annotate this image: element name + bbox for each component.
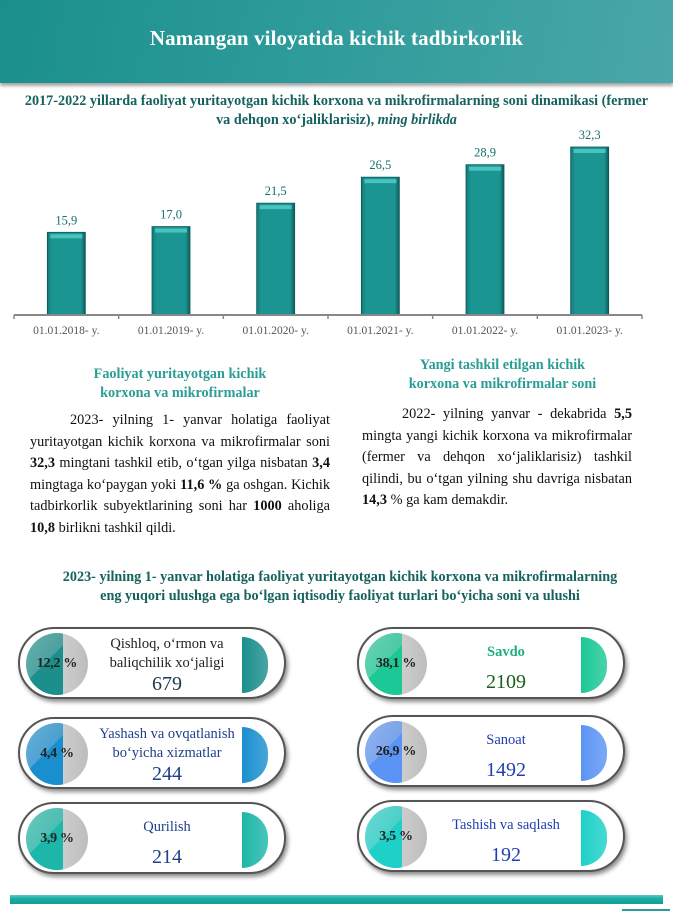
data-label: 21,5 [264, 184, 287, 199]
share-pie [26, 723, 88, 785]
share-pie [365, 806, 427, 868]
sector-label-line1: Yashash va ovqatlanish [99, 726, 235, 742]
sector-label-line1: Savdo [487, 644, 525, 660]
highlight-value: 1000 [253, 498, 282, 515]
bar [257, 203, 295, 315]
sectors-title [20, 568, 660, 606]
sector-label [431, 643, 581, 662]
sectors-title-line2: eng yuqori ulushga ega bo‘lgan iqtisodiy faoliyat turlari bo‘yicha soni va ulushi [100, 588, 580, 604]
sector-label [92, 818, 242, 837]
sector-count: 192 [491, 844, 521, 866]
sector-label [92, 635, 242, 673]
chart-title-unit: ming birlikda [377, 112, 457, 128]
highlight-value: 3,4 [312, 455, 330, 472]
share-pie [365, 633, 427, 695]
half-circle-decoration [581, 637, 607, 693]
sector-count: 244 [152, 763, 182, 785]
bar [571, 147, 609, 315]
highlight-value: 11,6 % [180, 476, 223, 493]
x-tick-label: 01.01.2021- y. [347, 325, 414, 337]
share-pie [26, 808, 88, 870]
right-section-title-line1: Yangi tashkil etilgan kichik [419, 357, 586, 373]
text: mingtani tashkil etib, o‘tgan yilga nisbatan [55, 455, 313, 472]
sector-count: 214 [152, 846, 182, 868]
bar-highlight [260, 205, 292, 209]
bar [47, 232, 85, 315]
bar [361, 177, 399, 315]
left-section-paragraph [30, 410, 330, 540]
highlight-value: 32,3 [30, 455, 56, 472]
sector-label-line1: Sanoat [486, 732, 526, 748]
text: birlikni tashkil qildi. [55, 519, 176, 536]
sector-card [18, 717, 286, 789]
page-title: Namangan viloyatida kichik tadbirkorlik [149, 26, 524, 50]
sector-card [357, 800, 625, 872]
sector-card [18, 802, 286, 874]
share-pie [365, 721, 427, 783]
sector-card [357, 715, 625, 787]
sector-label-line1: Qurilish [143, 819, 191, 835]
sectors-title-line1: 2023- yilning 1- yanvar holatiga faoliyat yuritayotgan kichik korxona va mikrofirmalarning [62, 569, 618, 585]
text: ga oshgan. Kichik tadbirkorlik subyektlarining soni har [30, 476, 330, 515]
right-section-title [360, 356, 645, 394]
chart-title-text: 2017-2022 yillarda faoliyat yuritayotgan kichik korxona va mikrofirmalarning soni dinamikasi (fermer va dehqon xo‘jaliklarisiz), [24, 93, 649, 128]
share-percent: 38,1 % [375, 656, 417, 671]
sector-label-line1: Tashish va saqlash [452, 817, 560, 833]
data-label: 15,9 [55, 213, 78, 228]
sector-count: 679 [152, 673, 182, 695]
share-pie [26, 633, 88, 695]
chart-title [20, 92, 653, 130]
bar-highlight [50, 234, 82, 238]
x-tick-label: 01.01.2019- y. [137, 325, 205, 337]
share-percent: 12,2 % [36, 656, 78, 671]
x-tick-label: 01.01.2023- y. [556, 325, 623, 337]
text: mingtaga ko‘paygan yoki [30, 476, 181, 493]
text: aholiga [281, 498, 331, 515]
half-circle-decoration [242, 812, 268, 868]
share-percent: 4,4 % [40, 746, 74, 761]
sector-label [431, 816, 581, 835]
data-label: 17,0 [160, 207, 182, 222]
sector-card [357, 627, 625, 699]
bar-highlight [155, 229, 187, 233]
sector-label-line2: baliqchilik xo‘jaligi [109, 655, 225, 671]
half-circle-decoration [581, 810, 607, 866]
data-label: 32,3 [578, 130, 601, 142]
share-percent: 3,5 % [379, 829, 413, 844]
x-tick-label: 01.01.2022- y. [451, 325, 519, 337]
sector-label-line1: Qishloq, o‘rmon va [110, 636, 224, 652]
sector-label [92, 725, 242, 763]
x-tick-label: 01.01.2018- y. [33, 325, 100, 337]
sector-count: 2109 [486, 671, 526, 693]
bar-highlight [574, 149, 606, 153]
footer-bar [10, 895, 663, 904]
left-section-title [30, 365, 330, 403]
text: mingta yangi kichik korxona va mikrofirmalar (fermer va dehqon xo‘jaliklarisiz) tashkil qilindi, bu o‘tgan yilning shu davriga nisbatan [362, 427, 632, 487]
half-circle-decoration [581, 725, 607, 781]
highlight-value: 10,8 [30, 519, 56, 536]
share-percent: 3,9 % [40, 831, 74, 846]
bar [152, 227, 190, 315]
text: % ga kam demakdir. [387, 492, 509, 509]
sector-label-line2: bo‘yicha xizmatlar [112, 745, 222, 761]
data-label: 28,9 [474, 145, 496, 160]
left-section-title-line1: Faoliyat yuritayotgan kichik [93, 366, 267, 382]
highlight-value: 5,5 [614, 406, 632, 422]
sector-card [18, 627, 286, 699]
highlight-value: 14,3 [362, 492, 388, 509]
half-circle-decoration [242, 727, 268, 783]
text: 2022- yilning yanvar - dekabrida [402, 406, 615, 422]
share-percent: 26,9 % [375, 744, 417, 759]
bar-highlight [364, 179, 396, 183]
right-section-title-line2: korxona va mikrofirmalar soni [408, 376, 597, 392]
bar-chart [0, 130, 673, 345]
bar-highlight [469, 167, 501, 171]
data-label: 26,5 [369, 158, 392, 173]
sector-count: 1492 [486, 759, 526, 781]
sector-label [431, 731, 581, 750]
left-section-title-line2: korxona va mikrofirmalar [100, 385, 260, 401]
x-tick-label: 01.01.2020- y. [242, 325, 309, 337]
page-header [0, 0, 673, 83]
half-circle-decoration [242, 637, 268, 693]
right-section-paragraph [362, 404, 632, 512]
bar [466, 165, 504, 315]
text: 2023- yilning 1- yanvar holatiga faoliyat yuritayotgan kichik korxona va mikrofirmalar soni [30, 412, 330, 450]
